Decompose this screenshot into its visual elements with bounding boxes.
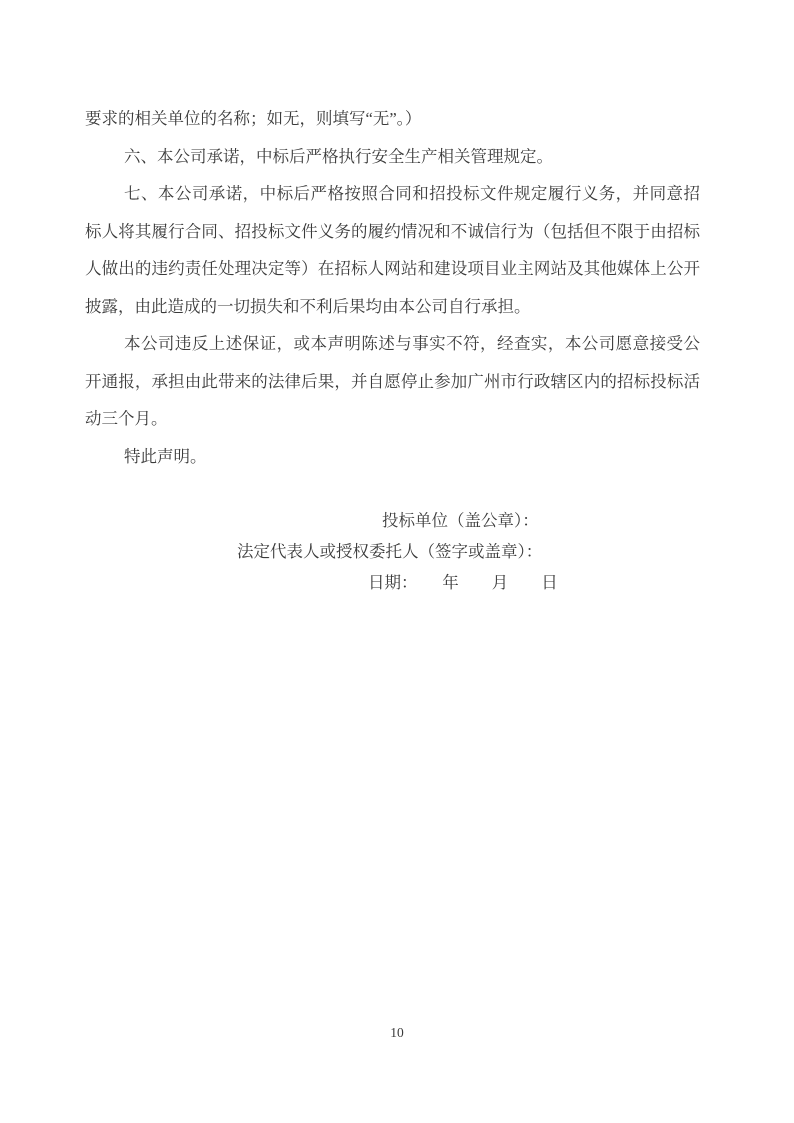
document-body [85,100,700,475]
paragraph-line: 开通报，承担由此带来的法律后果，并自愿停止参加广州市行政辖区内的招标投标活 [85,371,700,391]
signature-unit-line: 投标单位（盖公章）： [382,511,539,530]
paragraph-line: 动三个月。 [85,409,168,428]
paragraph-line: 要求的相关单位的名称；如无，则填写“无”。） [85,109,422,128]
paragraph-line: 本公司违反上述保证，或本声明陈述与事实不符，经查实，本公司愿意接受公 [124,334,700,353]
signature-date-line: 日期： 年 月 日 [368,573,558,592]
paragraph-line: 六、本公司承诺，中标后严格执行安全生产相关管理规定。 [124,146,553,166]
signature-representative-line: 法定代表人或授权委托人（签字或盖章）： [237,542,543,561]
paragraph-line: 人做出的违约责任处理决定等）在招标人网站和建设项目业主网站及其他媒体上公开 [85,259,700,278]
signature-block [85,505,725,598]
page-number: 10 [390,1025,404,1040]
paragraph-line: 特此声明。 [124,446,207,466]
paragraph-line: 七、本公司承诺，中标后严格按照合同和招投标文件规定履行义务，并同意招 [124,184,700,203]
paragraph-line: 披露，由此造成的一切损失和不利后果均由本公司自行承担。 [85,296,531,316]
paragraph-line: 标人将其履行合同、招投标文件义务的履约情况和不诚信行为（包括但不限于由招标 [85,221,700,241]
